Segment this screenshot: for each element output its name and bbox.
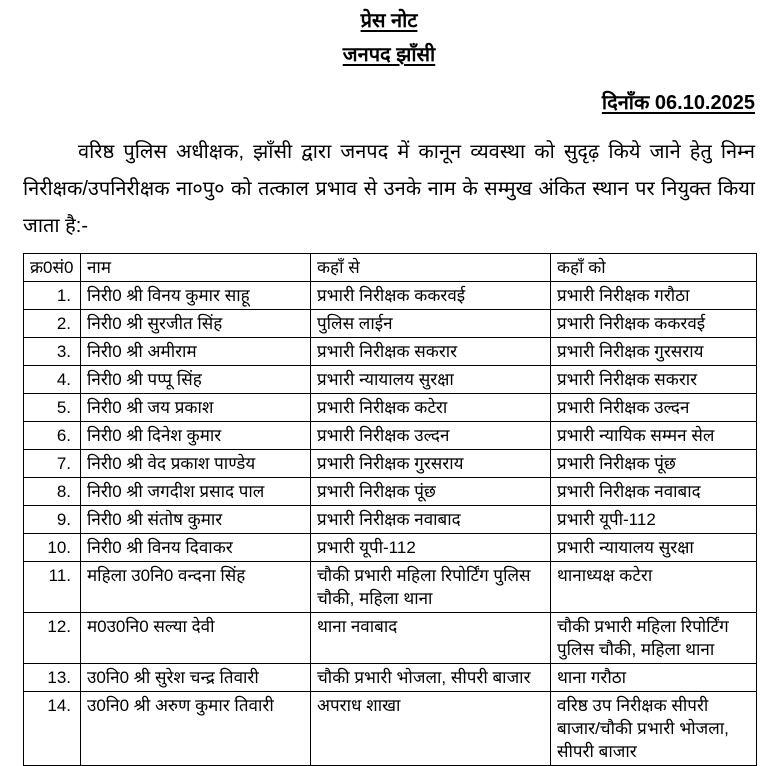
serial-cell: 11. (24, 562, 81, 613)
table-row (24, 534, 757, 562)
to-cell: प्रभारी निरीक्षक नवाबाद (551, 478, 757, 506)
table-row (24, 366, 757, 394)
serial-cell: 5. (24, 394, 81, 422)
name-cell: निरी0 श्री अमीराम (81, 338, 311, 366)
serial-cell: 13. (24, 664, 81, 692)
table-row (24, 338, 757, 366)
from-cell: थाना नवाबाद (311, 613, 551, 664)
from-cell: प्रभारी निरीक्षक कटेरा (311, 394, 551, 422)
name-cell: महिला उ0नि0 वन्दना सिंह (81, 562, 311, 613)
serial-cell: 7. (24, 450, 81, 478)
from-cell: चौकी प्रभारी महिला रिपोर्टिंग पुलिस चौकी, महिला थाना (311, 562, 551, 613)
serial-cell: 9. (24, 506, 81, 534)
title-press-note: प्रेस नोट (360, 10, 418, 32)
name-cell: निरी0 श्री वेद प्रकाश पाण्डेय (81, 450, 311, 478)
from-cell: प्रभारी निरीक्षक उल्दन (311, 422, 551, 450)
serial-cell: 14. (24, 692, 81, 766)
serial-cell: 8. (24, 478, 81, 506)
table-header-row (24, 254, 757, 282)
header-serial: क्र0सं0 (24, 254, 81, 282)
to-cell: प्रभारी निरीक्षक ककरवई (551, 310, 757, 338)
name-cell: निरी0 श्री विनय दिवाकर (81, 534, 311, 562)
name-cell: निरी0 श्री सुरजीत सिंह (81, 310, 311, 338)
date-line (23, 90, 755, 116)
to-cell: प्रभारी निरीक्षक गुरसराय (551, 338, 757, 366)
to-cell: थानाध्यक्ष कटेरा (551, 562, 757, 613)
name-cell: निरी0 श्री पप्पू सिंह (81, 366, 311, 394)
intro-paragraph: वरिष्ठ पुलिस अधीक्षक, झाँसी द्वारा जनपद में कानून व्यवस्था को सुदृढ़ किये जाने हेतु निम्न निरीक्षक/उपनिरीक्षक ना०पु० को तत्काल प्रभाव से उनके नाम के सम्मुख अंकित स्थान पर नियुक्त किया जाता है:- (23, 141, 755, 237)
to-cell: वरिष्ठ उप निरीक्षक सीपरी बाजार/चौकी प्रभारी भोजला, सीपरी बाजार (551, 692, 757, 766)
table-row (24, 692, 757, 766)
transfer-table (23, 253, 757, 766)
to-cell: प्रभारी न्यायालय सुरक्षा (551, 534, 757, 562)
header-to: कहाँ को (551, 254, 757, 282)
serial-cell: 4. (24, 366, 81, 394)
table-row (24, 310, 757, 338)
from-cell: चौकी प्रभारी भोजला, सीपरी बाजार (311, 664, 551, 692)
table-row (24, 664, 757, 692)
serial-cell: 3. (24, 338, 81, 366)
date-value: दिनाँक 06.10.2025 (601, 92, 755, 114)
to-cell: प्रभारी निरीक्षक पूंछ (551, 450, 757, 478)
name-cell: उ0नि0 श्री सुरेश चन्द्र तिवारी (81, 664, 311, 692)
table-row (24, 394, 757, 422)
from-cell: प्रभारी न्यायालय सुरक्षा (311, 366, 551, 394)
table-row (24, 506, 757, 534)
name-cell: निरी0 श्री जगदीश प्रसाद पाल (81, 478, 311, 506)
table-row (24, 282, 757, 310)
transfer-table-body (24, 282, 757, 766)
table-row (24, 450, 757, 478)
to-cell: प्रभारी यूपी-112 (551, 506, 757, 534)
table-row (24, 613, 757, 664)
from-cell: प्रभारी निरीक्षक पूंछ (311, 478, 551, 506)
to-cell: प्रभारी निरीक्षक गरौठा (551, 282, 757, 310)
table-row (24, 478, 757, 506)
table-row (24, 422, 757, 450)
to-cell: प्रभारी निरीक्षक सकरार (551, 366, 757, 394)
table-row (24, 562, 757, 613)
from-cell: प्रभारी निरीक्षक सकरार (311, 338, 551, 366)
serial-cell: 6. (24, 422, 81, 450)
to-cell: प्रभारी निरीक्षक उल्दन (551, 394, 757, 422)
name-cell: उ0नि0 श्री अरुण कुमार तिवारी (81, 692, 311, 766)
name-cell: निरी0 श्री दिनेश कुमार (81, 422, 311, 450)
to-cell: प्रभारी न्यायिक सम्मन सेल (551, 422, 757, 450)
name-cell: निरी0 श्री जय प्रकाश (81, 394, 311, 422)
from-cell: प्रभारी निरीक्षक गुरसराय (311, 450, 551, 478)
from-cell: प्रभारी निरीक्षक नवाबाद (311, 506, 551, 534)
document-title (23, 8, 755, 34)
name-cell: निरी0 श्री संतोष कुमार (81, 506, 311, 534)
serial-cell: 12. (24, 613, 81, 664)
name-cell: म0उ0नि0 सल्या देवी (81, 613, 311, 664)
header-from: कहाँ से (311, 254, 551, 282)
to-cell: चौकी प्रभारी महिला रिपोर्टिंग पुलिस चौकी, महिला थाना (551, 613, 757, 664)
from-cell: पुलिस लाईन (311, 310, 551, 338)
header-name: नाम (81, 254, 311, 282)
name-cell: निरी0 श्री विनय कुमार साहू (81, 282, 311, 310)
to-cell: थाना गरौठा (551, 664, 757, 692)
serial-cell: 1. (24, 282, 81, 310)
serial-cell: 2. (24, 310, 81, 338)
from-cell: अपराध शाखा (311, 692, 551, 766)
from-cell: प्रभारी यूपी-112 (311, 534, 551, 562)
serial-cell: 10. (24, 534, 81, 562)
title-district: जनपद झाँसी (342, 44, 436, 66)
document-subtitle (23, 42, 755, 68)
from-cell: प्रभारी निरीक्षक ककरवई (311, 282, 551, 310)
